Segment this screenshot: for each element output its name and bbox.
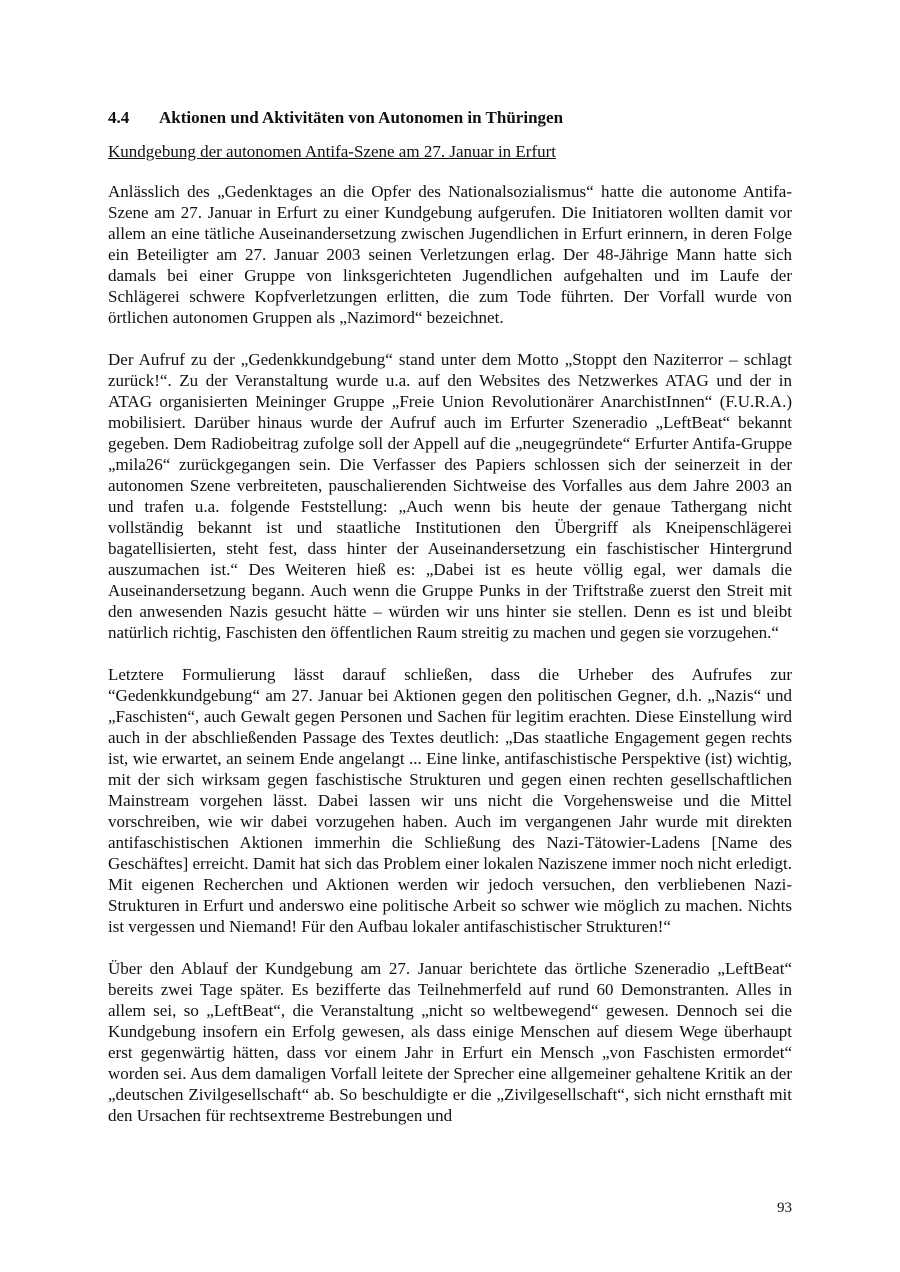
subheading: Kundgebung der autonomen Antifa-Szene am 27. Januar in Erfurt xyxy=(108,142,557,161)
page-number: 93 xyxy=(777,1200,792,1216)
paragraph-3: Letztere Formulierung lässt darauf schließen, dass die Urheber des Aufrufes zur “Gedenkkundgebung“ am 27. Januar bei Aktionen gegen den politischen Gegner, d.h. „Nazis“ und „Faschisten“, auch Gewalt gegen Personen und Sachen für legitim erachten. Diese Einstellung wird auch in der abschließenden Passage des Textes deutlich: „Das staatliche Engagement gegen rechts ist, wie erwartet, an seinem Ende angelangt ... Eine linke, antifaschistische Perspektive (ist) wichtig, mit der sich wirksam gegen faschistische Strukturen und gegen einen rechten gesellschaftlichen Mainstream vorgehen lässt. Dabei lassen wir uns nicht die Vorgehensweise und die Mittel vorschreiben, wie wir dabei vorzugehen haben. Auch im vergangenen Jahr wurde mit direkten antifaschistischen Aktionen immerhin die Schließung des Nazi-Tätowier-Ladens [Name des Geschäftes] erreicht. Damit hat sich das Problem einer lokalen Naziszene immer noch nicht erledigt. Mit eigenen Recherchen und Aktionen werden wir jedoch versuchen, den verbliebenen Nazi-Strukturen in Erfurt und anderswo eine politische Arbeit so schwer wie möglich zu machen. Nichts ist vergessen und Niemand! Für den Aufbau lokaler antifaschistischer Strukturen!“ xyxy=(108,665,792,936)
section-title: Aktionen und Aktivitäten von Autonomen in Thüringen xyxy=(159,108,564,127)
section-number: 4.4 xyxy=(108,108,130,127)
section-heading xyxy=(108,105,792,131)
paragraph-1: Anlässlich des „Gedenktages an die Opfer des Nationalsozialismus“ hatte die autonome Antifa-Szene am 27. Januar in Erfurt zu einer Kundgebung aufgerufen. Die Initiatoren wollten damit vor allem an eine tätliche Auseinandersetzung zwischen Jugendlichen in Erfurt erinnern, in deren Folge ein Beteiligter am 27. Januar 2003 seinen Verletzungen erlag. Der 48-Jährige Mann hatte sich damals bei einer Gruppe von linksgerichteten Jugendlichen aufgehalten und im Laufe der Schlägerei schwere Kopfverletzungen erlitten, die zum Tode führten. Der Vorfall wurde von örtlichen autonomen Gruppen als „Nazimord“ bezeichnet. xyxy=(108,182,792,327)
paragraph-2: Der Aufruf zu der „Gedenkkundgebung“ stand unter dem Motto „Stoppt den Naziterror – schlagt zurück!“. Zu der Veranstaltung wurde u.a. auf den Websites des Netzwerkes ATAG und der in ATAG organisierten Meininger Gruppe „Freie Union Revolutionärer AnarchistInnen“ (F.U.R.A.) mobilisiert. Darüber hinaus wurde der Aufruf auch im Erfurter Szeneradio „LeftBeat“ bekannt gegeben. Dem Radiobeitrag zufolge soll der Appell auf die „neugegründete“ Erfurter Antifa-Gruppe „mila26“ zurückgegangen sein. Die Verfasser des Papiers schlossen sich der seinerzeit in der autonomen Szene verbreiteten, pauschalierenden Sichtweise des Vorfalles aus dem Jahre 2003 an und trafen u.a. folgende Feststellung: „Auch wenn bis heute der genaue Tathergang nicht vollständig bekannt ist und staatliche Institutionen den Übergriff als Kneipenschlägerei bagatellisierten, steht fest, dass hinter der Auseinandersetzung ein faschistischer Hintergrund auszumachen ist.“ Des Weiteren hieß es: „Dabei ist es heute völlig egal, wer damals die Auseinandersetzung begann. Auch wenn die Gruppe Punks in der Triftstraße zuerst den Streit mit den anwesenden Nazis gesucht hätte – würden wir uns hinter sie stellen. Denn es ist und bleibt natürlich richtig, Faschisten den öffentlichen Raum streitig zu machen und gegen sie vorzugehen.“ xyxy=(108,350,792,642)
page-content xyxy=(108,105,792,1147)
paragraph-4: Über den Ablauf der Kundgebung am 27. Januar berichtete das örtliche Szeneradio „LeftBeat“ bereits zwei Tage später. Es bezifferte das Teilnehmerfeld auf rund 60 Demonstranten. Alles in allem sei, so „LeftBeat“, die Veranstaltung „nicht so weltbewegend“ gewesen. Dennoch sei die Kundgebung insofern ein Erfolg gewesen, als dass einige Menschen auf diesem Wege überhaupt erst gegenwärtig hätten, dass vor einem Jahr in Erfurt ein Mensch „von Faschisten ermordet“ worden sei. Aus dem damaligen Vorfall leitete der Sprecher eine allgemeiner gehaltene Kritik an der „deutschen Zivilgesellschaft“ ab. So beschuldigte er die „Zivilgesellschaft“, sich nicht ernsthaft mit den Ursachen für rechtsextreme Bestrebungen und xyxy=(108,959,792,1125)
